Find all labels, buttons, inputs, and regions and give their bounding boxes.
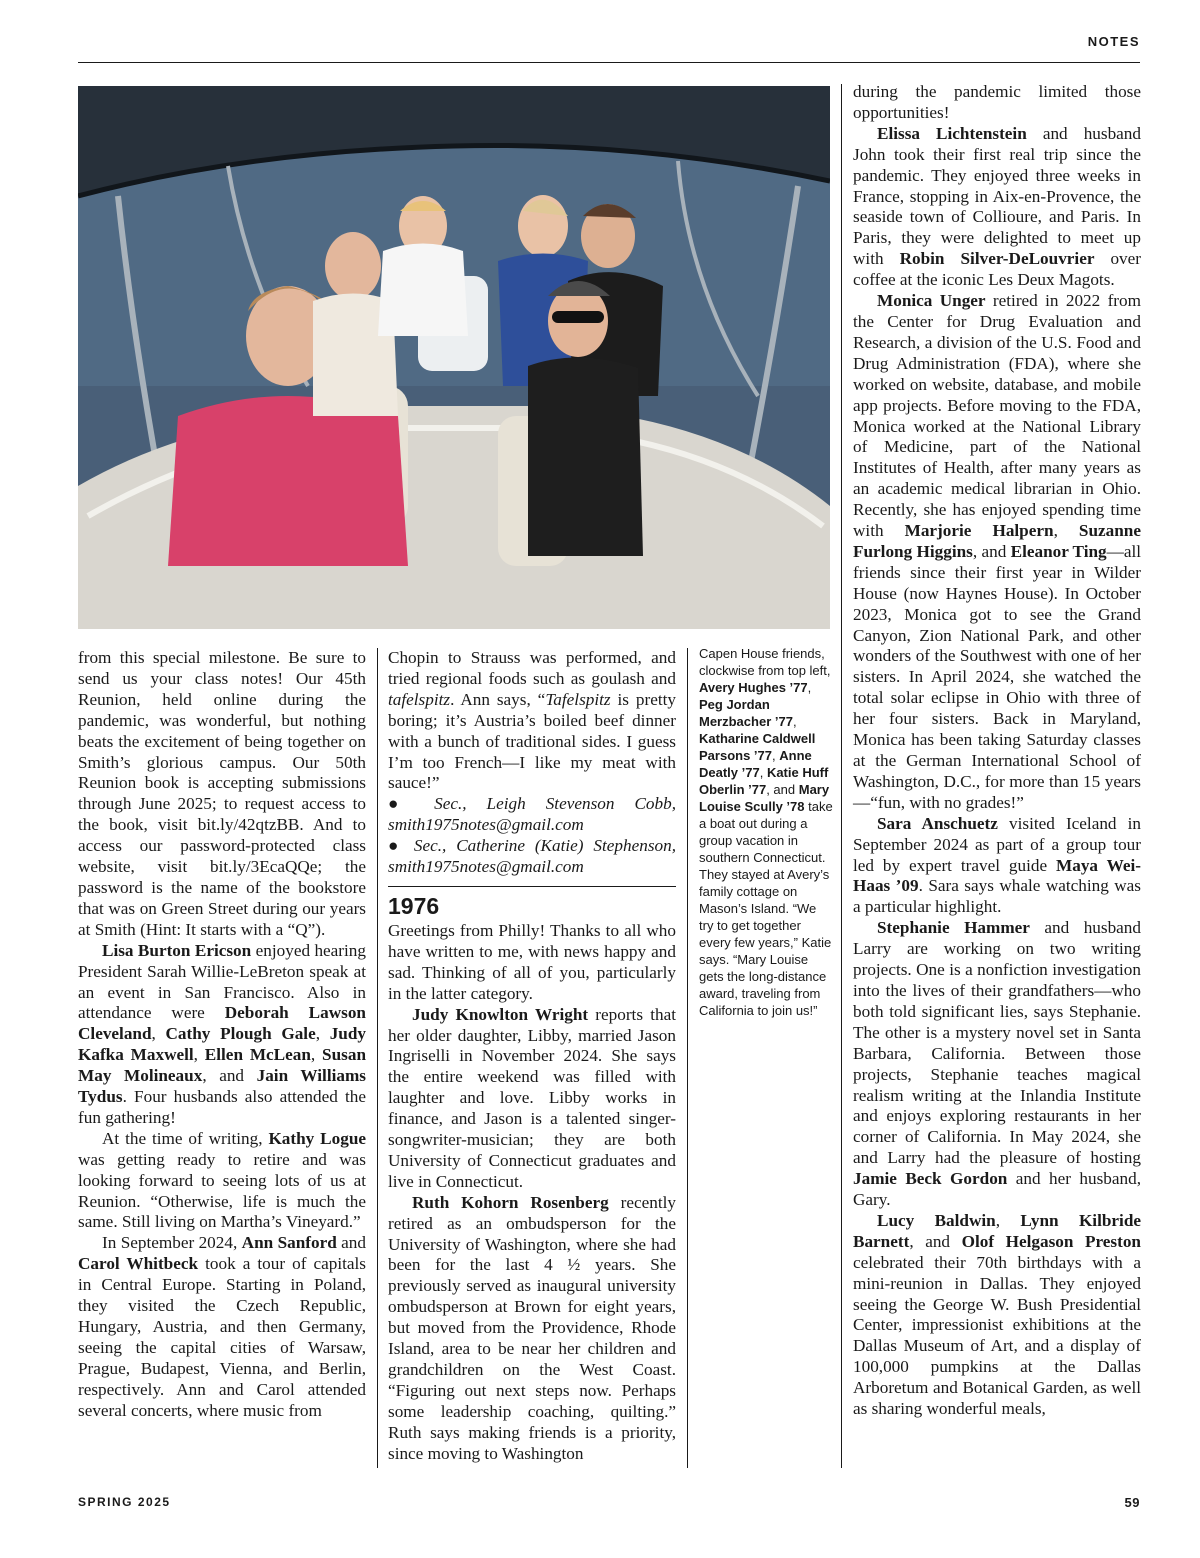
text-run: Chopin to Strauss was performed, and tried regional foods such as goulash and	[388, 648, 676, 688]
italic-text: Tafelspitz	[545, 689, 611, 709]
text-run: and husband John took their first real trip since the pandemic. They enjoyed three weeks in France, stopping in Aix-en-Provence, the seaside town of Collioure, and Paris. In Paris, they were delighted to meet up with	[853, 123, 1141, 269]
name-bold: Ellen McLean	[204, 1045, 311, 1065]
caption-name: Avery Hughes ’77	[699, 680, 808, 695]
boat-photo	[78, 86, 830, 629]
text-run: is pretty boring; it’s Austria’s boiled beef dinner with a bunch of traditional sides. I guess I’m too French—I like my meat with sauce!”	[388, 689, 676, 793]
section-running-head: NOTES	[1087, 34, 1140, 49]
paragraph	[853, 124, 1141, 291]
name-bold: Ann Sanford	[241, 1233, 337, 1253]
caption-text: ,	[759, 765, 767, 780]
issue-footer: SPRING 2025	[78, 1495, 171, 1509]
name-bold: Susan May Molineaux	[78, 1045, 367, 1086]
text-run: , and	[202, 1066, 257, 1086]
text-run: In September 2024,	[102, 1233, 242, 1253]
boat-photo-illustration	[78, 86, 830, 629]
text-run: . Sara says whale watching was a particular highlight.	[853, 876, 1141, 917]
caption-text: ,	[792, 714, 797, 729]
column-2-intro	[388, 648, 676, 794]
paragraph	[853, 918, 1141, 1211]
caption-name: Peg Jordan Merzbacher ’77	[699, 697, 793, 729]
text-run: was getting ready to retire and was looking forward to seeing lots of us at Reunion. “Otherwise, life is much the same. Still living on Martha’s Vineyard.”	[78, 1149, 366, 1232]
text-run: ,	[193, 1045, 205, 1065]
name-bold: Cathy Plough Gale	[165, 1024, 316, 1044]
paragraph	[388, 1193, 676, 1465]
text-run: . Ann says, “	[450, 689, 546, 709]
name-bold: Judy Knowlton Wright	[412, 1004, 589, 1024]
text-run: ,	[310, 1045, 323, 1065]
name-bold: Stephanie Hammer	[877, 918, 1030, 938]
name-bold: Judy Kafka Maxwell	[78, 1024, 367, 1065]
text-run: and her husband, Gary.	[853, 1169, 1141, 1210]
caption-text: , and	[766, 782, 799, 797]
paragraph	[78, 1233, 366, 1421]
column-2	[388, 648, 676, 1465]
name-bold: Lucy Baldwin	[877, 1210, 996, 1230]
text-run: took a tour of capitals in Central Europe. Starting in Poland, they visited the Czech Republic, Hungary, Austria, and then Germany, seeing the capital cities of Warsaw, Prague, Budapest, Vienna, and Berlin, respectively. Ann and Carol attended several concerts, where music from	[78, 1254, 366, 1420]
name-bold: Marjorie Halpern	[904, 521, 1054, 541]
paragraph	[853, 1211, 1141, 1420]
caption-name: Mary Louise Scully ’78	[699, 782, 830, 814]
text-run: retired in 2022 from the Center for Drug Evaluation and Research, a division of the U.S. Food and Drug Administration (FDA), where she worked on website, database, and mobile app projects. Before moving to the FDA, Monica worked at the National Library of Medicine, part of the National Institutes of Health, after many years as an academic medical librarian in Ohio. Recently, she has enjoyed spending time with	[853, 291, 1141, 541]
name-bold: Maya Wei-Haas ’09	[853, 855, 1141, 896]
text-run: recently retired as an ombudsperson for the University of Washington, where she had been for the last 4 ½ years. She previously served as inaugural university ombudsperson at Brown for eight years, but moved from the Providence, Rhode Island, area to be near her children and grandchildren on the West Coast. “Figuring out next steps now. Perhaps some leadership coaching, quilting.” Ruth says making friends is a priority, since moving to Washington	[388, 1192, 676, 1463]
name-bold: Lynn Kilbride Barnett	[853, 1210, 1142, 1251]
paragraph	[853, 291, 1141, 814]
italic-text: tafelspitz	[388, 689, 451, 709]
name-bold: Eleanor Ting	[1010, 541, 1107, 561]
name-bold: Kathy Logue	[268, 1128, 367, 1148]
text-run: reports that her older daughter, Libby, married Jason Ingriselli in November 2024. She says the entire weekend was filled with laughter and love. Libby works in finance, and Jason is a talented singer-songwriter-musician; they are both University of Connecticut graduates and live in Connecticut.	[388, 1004, 676, 1191]
paragraph	[853, 814, 1141, 919]
column-2-body	[388, 921, 676, 1465]
paragraph	[78, 1129, 366, 1234]
photo-caption	[699, 645, 833, 1019]
caption-text: ,	[772, 748, 780, 763]
name-bold: Elissa Lichtenstein	[877, 123, 1027, 143]
text-run: ,	[1053, 521, 1079, 541]
text-run: celebrated their 70th birthdays with a mini-reunion in Dallas. They enjoyed seeing the George W. Bush Presidential Center, impressionist exhibitions at the Dallas Museum of Art, and a display of 100,000 pumpkins at the Dallas Arboretum and Botanical Garden, as well as sharing wonderful meals,	[853, 1252, 1141, 1419]
name-bold: Suzanne Furlong Higgins	[853, 521, 1141, 561]
text-run: from this special milestone. Be sure to send us your class notes! Our 45th Reunion, held online during the pandemic, was wonderful, but nothing beats the excitement of being together on Smith’s glorious campus. Our 50th Reunion book is accepting submissions through June 2025; to request access to the book, visit bit.ly/42qtzBB. And to access our password-protected class website, visit bit.ly/3EcaQQe; the password is the name of the bookstore that was on Green Street during our years at Smith (Hint: It starts with a “Q”).	[78, 648, 366, 939]
text-run: during the pandemic limited those opportunities!	[853, 82, 1141, 122]
column-4	[853, 82, 1141, 1420]
text-run: ,	[151, 1024, 166, 1044]
caption-name: Katie Huff Oberlin ’77	[699, 765, 829, 797]
paragraph	[388, 648, 676, 794]
column-1	[78, 648, 366, 1422]
text-run: ,	[315, 1024, 330, 1044]
text-run: enjoyed hearing President Sarah Willie-LeBreton speak at an event in San Francisco. Also in attendance were	[78, 940, 366, 1023]
caption-name: Katharine Caldwell Parsons ’77	[699, 731, 816, 763]
paragraph	[78, 941, 366, 1129]
name-bold: Carol Whitbeck	[78, 1254, 199, 1274]
text-run: ,	[995, 1210, 1021, 1230]
paragraph	[78, 648, 366, 941]
caption-text: ,	[807, 680, 812, 695]
text-run: , and	[972, 541, 1011, 561]
secretary-line-2: ● Sec., Catherine (Katie) Stephenson, smith1975notes@gmail.com	[388, 836, 676, 877]
name-bold: Robin Silver-DeLouvrier	[899, 249, 1095, 269]
name-bold: Jain Williams Tydus	[78, 1066, 366, 1107]
text-run: Greetings from Philly! Thanks to all who have written to me, with news happy and sad. Thinking of all of you, particularly in the latter category.	[388, 920, 676, 1003]
name-bold: Lisa Burton Ericson	[102, 940, 252, 960]
secretary-line-1: ● Sec., Leigh Stevenson Cobb, smith1975notes@gmail.com	[388, 794, 676, 835]
name-bold: Monica Unger	[877, 291, 986, 311]
column-rule-1	[377, 648, 378, 1468]
name-bold: Sara Anschuetz	[877, 813, 998, 833]
paragraph	[388, 1005, 676, 1193]
text-run: . Four husbands also attended the fun gathering!	[78, 1087, 366, 1127]
text-run: —all friends since their first year in Wilder House (now Haynes House). In October 2023, Monica got to see the Grand Canyon, Zion National Park, and other wonders of the Southwest with one of her sisters. In April 2024, she watched the total solar eclipse in Ohio with three of her four sisters. Back in Maryland, Monica has been taking Saturday classes at the German International School of Washington, D.C., for more than 15 years—“fun, with no grades!”	[853, 541, 1141, 812]
paragraph	[853, 82, 1141, 124]
paragraph	[388, 921, 676, 1005]
top-rule	[78, 62, 1140, 63]
caption-text: take a boat out during a group vacation in southern Connecticut. They stayed at Avery’s family cottage on Mason’s Island. “We try to get together every few years,” Katie says. “Mary Louise gets the long-distance award, traveling from California to join us!”	[699, 799, 833, 1018]
text-run: and	[336, 1233, 366, 1253]
column-rule-3	[841, 84, 842, 1468]
name-bold: Deborah Lawson Cleveland	[78, 1003, 366, 1044]
text-run: At the time of writing,	[102, 1128, 269, 1148]
text-run: over coffee at the iconic Les Deux Magots.	[853, 249, 1142, 290]
text-run: , and	[909, 1231, 962, 1251]
caption-text: Capen House friends, clockwise from top left,	[699, 646, 831, 678]
class-year-rule	[388, 886, 676, 887]
caption-name: Anne Deatly ’77	[699, 748, 812, 780]
page-number: 59	[1124, 1495, 1140, 1510]
text-run: visited Iceland in September 2024 as part of a group tour led by expert travel guide	[853, 813, 1141, 875]
text-run: and husband Larry are working on two writing projects. One is a nonfiction investigation into the lives of their grandfathers—who both told significant lies, says Stephanie. The other is a mystery novel set in Santa Barbara, California. Between those projects, Stephanie teaches magical realism writing at the Inlandia Institute and enjoys exploring restaurants in her corner of California. In May 2024, she and Larry had the pleasure of hosting	[853, 918, 1141, 1168]
name-bold: Jamie Beck Gordon	[853, 1169, 1008, 1189]
name-bold: Ruth Kohorn Rosenberg	[412, 1192, 609, 1212]
name-bold: Olof Helgason Preston	[961, 1231, 1141, 1251]
class-year-heading: 1976	[388, 892, 440, 919]
column-rule-2	[687, 648, 688, 1468]
